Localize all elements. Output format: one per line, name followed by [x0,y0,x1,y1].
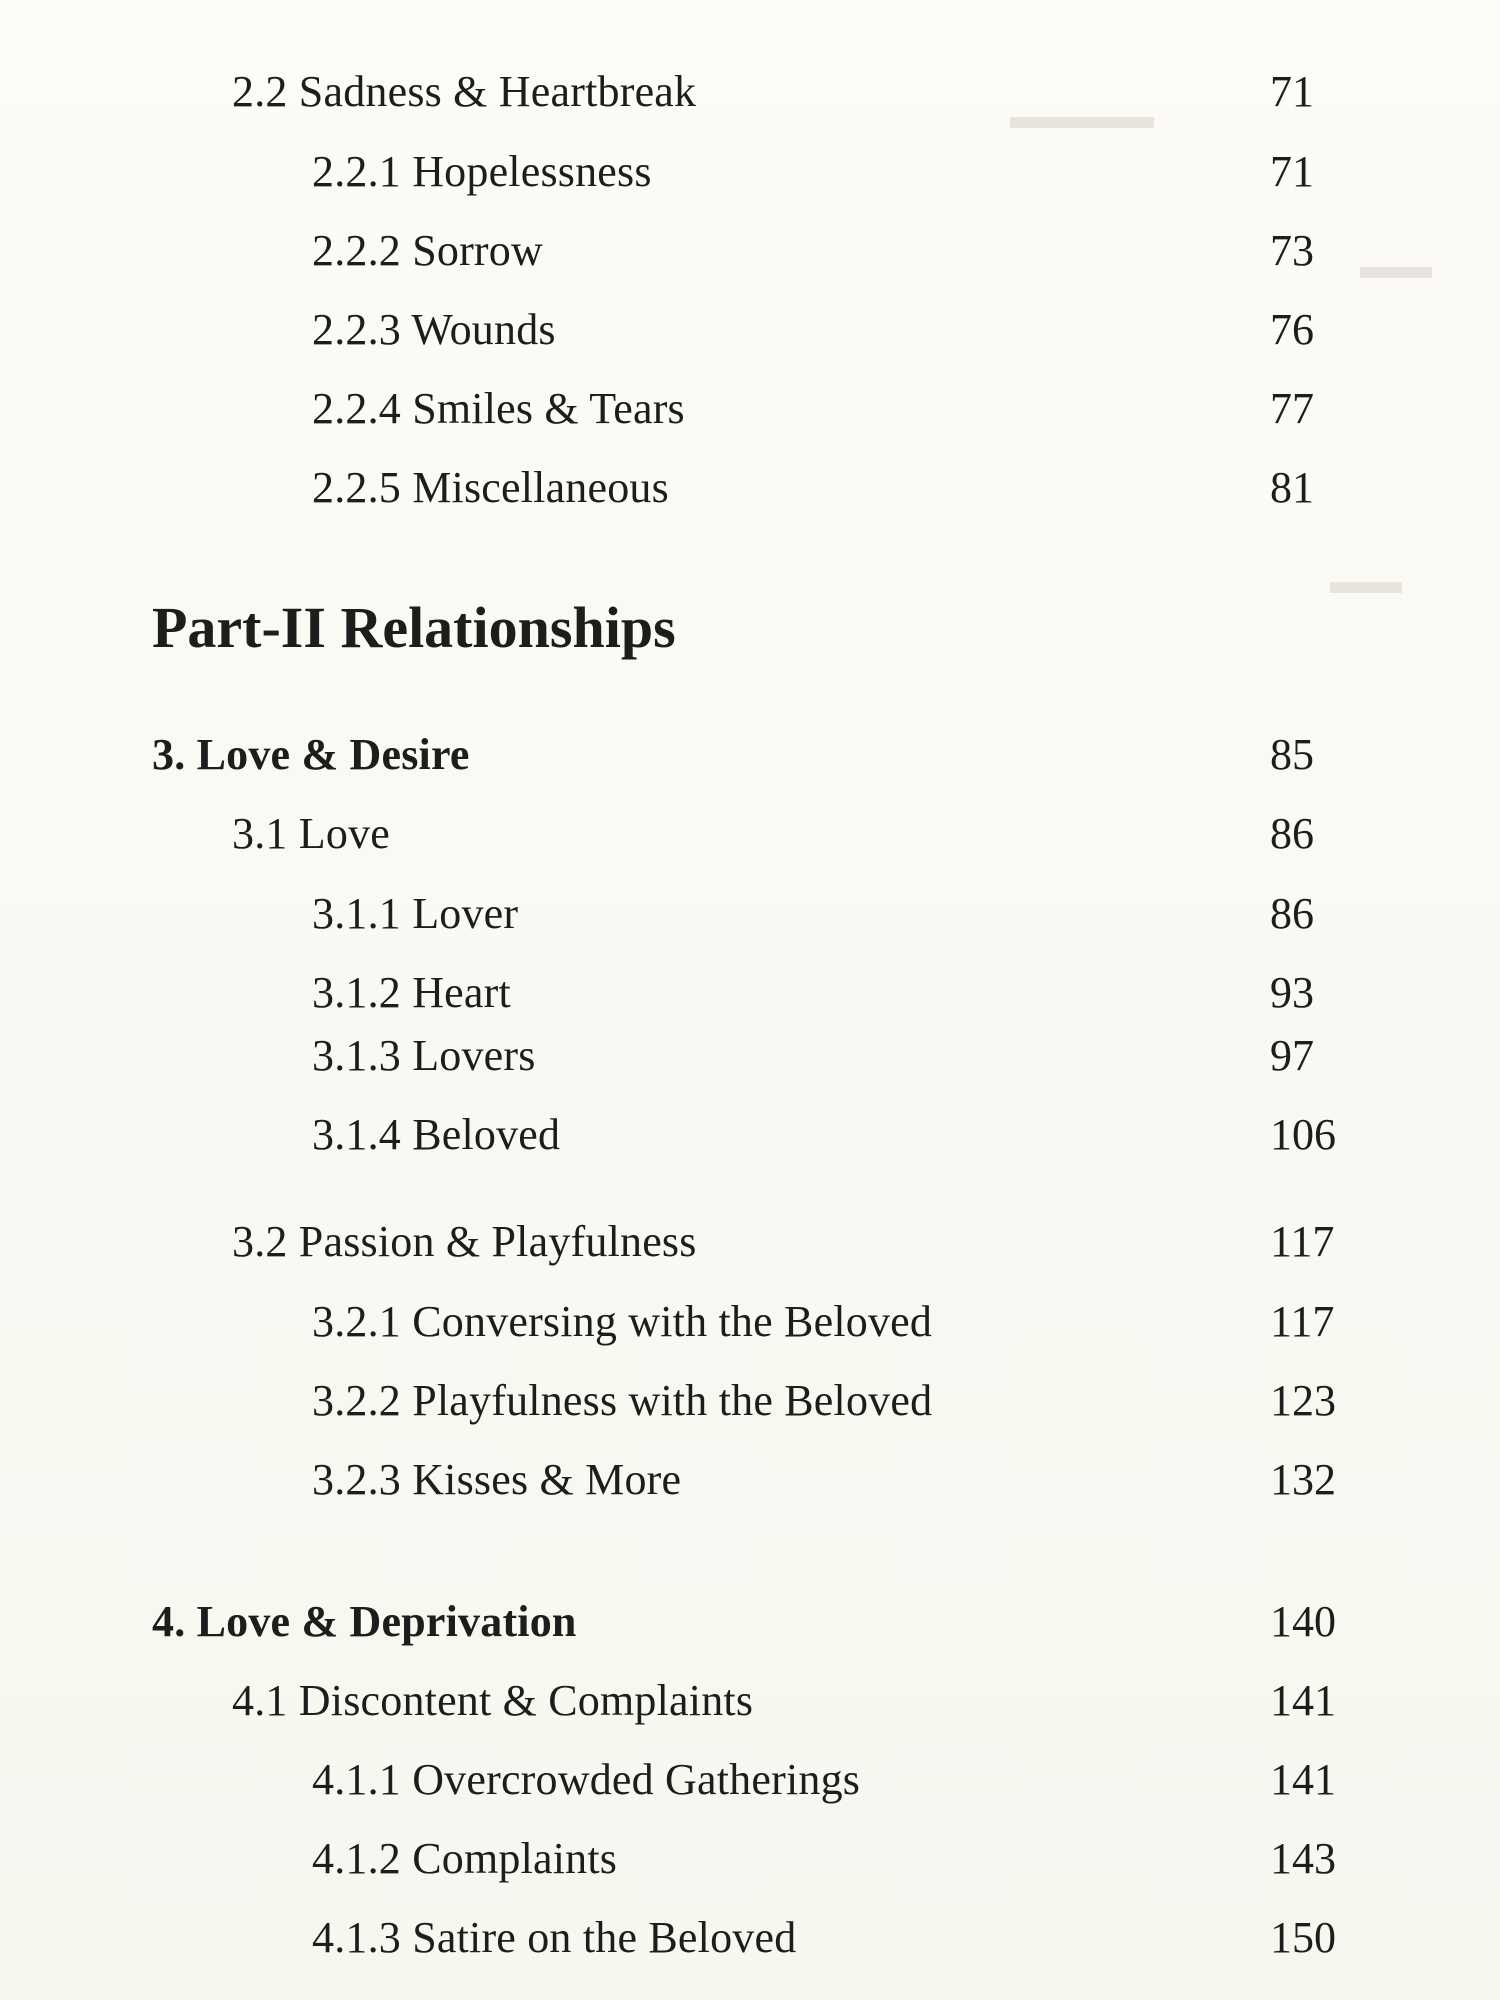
toc-entry-title: 2.2.2 Sorrow [312,226,543,275]
toc-entry[interactable] [0,884,1500,944]
toc-entry[interactable] [0,458,1500,518]
toc-entry-title: 3.1.4 Beloved [312,1110,561,1159]
toc-entry[interactable] [0,62,1500,122]
toc-entry-page: 71 [1270,67,1314,116]
toc-entry-title: 3.2 Passion & Playfulness [232,1217,697,1266]
toc-entry-title: 4.1.1 Overcrowded Gatherings [312,1755,861,1804]
toc-entry-page: 76 [1270,305,1314,354]
toc-entry[interactable] [0,1292,1500,1352]
toc-entry-page: 86 [1270,889,1314,938]
bleed-through-shadow: ▬▬ [1330,561,1402,601]
toc-entry-title: 4.1.2 Complaints [312,1834,618,1883]
toc-entry-page: 86 [1270,809,1314,858]
toc-entry-title: 4.1 Discontent & Complaints [232,1676,754,1725]
toc-entry[interactable] [0,1371,1500,1431]
part-heading: Part-II Relationships [152,595,676,660]
toc-entry[interactable] [0,142,1500,202]
toc-entry-title: 3. Love & Desire [152,730,470,779]
toc-entry[interactable] [0,1212,1500,1272]
toc-entry-title: 2.2.5 Miscellaneous [312,463,669,512]
toc-entry-page: 93 [1270,968,1314,1017]
toc-entry-page: 141 [1270,1755,1336,1804]
toc-chapter-entry[interactable] [0,725,1500,785]
bleed-through-shadow: ▬▬ [1360,246,1432,286]
toc-entry[interactable] [0,1829,1500,1889]
toc-entry[interactable] [0,221,1500,281]
toc-entry-title: 3.2.2 Playfulness with the Beloved [312,1376,933,1425]
toc-entry-page: 141 [1270,1676,1336,1725]
toc-entry-page: 73 [1270,226,1314,275]
toc-chapter-entry[interactable] [0,1592,1500,1652]
bleed-through-shadow: ▬▬▬▬ [1010,96,1154,136]
toc-entry-title: 3.1.1 Lover [312,889,519,938]
toc-entry-page: 123 [1270,1376,1336,1425]
toc-entry-page: 81 [1270,463,1314,512]
toc-entry-page: 143 [1270,1834,1336,1883]
toc-entry-page: 150 [1270,1913,1336,1962]
toc-entry-title: 3.1 Love [232,809,391,858]
toc-entry-title: 2.2.3 Wounds [312,305,556,354]
toc-entry[interactable] [0,963,1500,1023]
toc-entry-page: 97 [1270,1031,1314,1080]
toc-entry-page: 106 [1270,1110,1336,1159]
toc-entry-title: 3.2.3 Kisses & More [312,1455,682,1504]
toc-entry-title: 2.2.4 Smiles & Tears [312,384,685,433]
toc-entry-title: 3.2.1 Conversing with the Beloved [312,1297,933,1346]
toc-entry[interactable] [0,1671,1500,1731]
toc-entry-title: 2.2 Sadness & Heartbreak [232,67,697,116]
toc-entry-page: 117 [1270,1297,1335,1346]
toc-entry-page: 140 [1270,1597,1336,1646]
toc-entry-page: 117 [1270,1217,1335,1266]
toc-entry-page: 85 [1270,730,1314,779]
toc-entry-title: 3.1.2 Heart [312,968,511,1017]
toc-entry[interactable] [0,300,1500,360]
toc-entry[interactable] [0,379,1500,439]
toc-entry-title: 2.2.1 Hopelessness [312,147,652,196]
toc-entry-title: 3.1.3 Lovers [312,1031,536,1080]
toc-entry-title: 4.1.3 Satire on the Beloved [312,1913,797,1962]
toc-entry[interactable] [0,1105,1500,1165]
toc-entry[interactable] [0,1750,1500,1810]
toc-entry-page: 71 [1270,147,1314,196]
toc-entry-title: 4. Love & Deprivation [152,1597,577,1646]
toc-entry-page: 77 [1270,384,1314,433]
toc-entry[interactable] [0,804,1500,864]
toc-entry[interactable] [0,1908,1500,1968]
toc-entry-page: 132 [1270,1455,1336,1504]
toc-entry[interactable] [0,1450,1500,1510]
toc-entry[interactable] [0,1026,1500,1086]
